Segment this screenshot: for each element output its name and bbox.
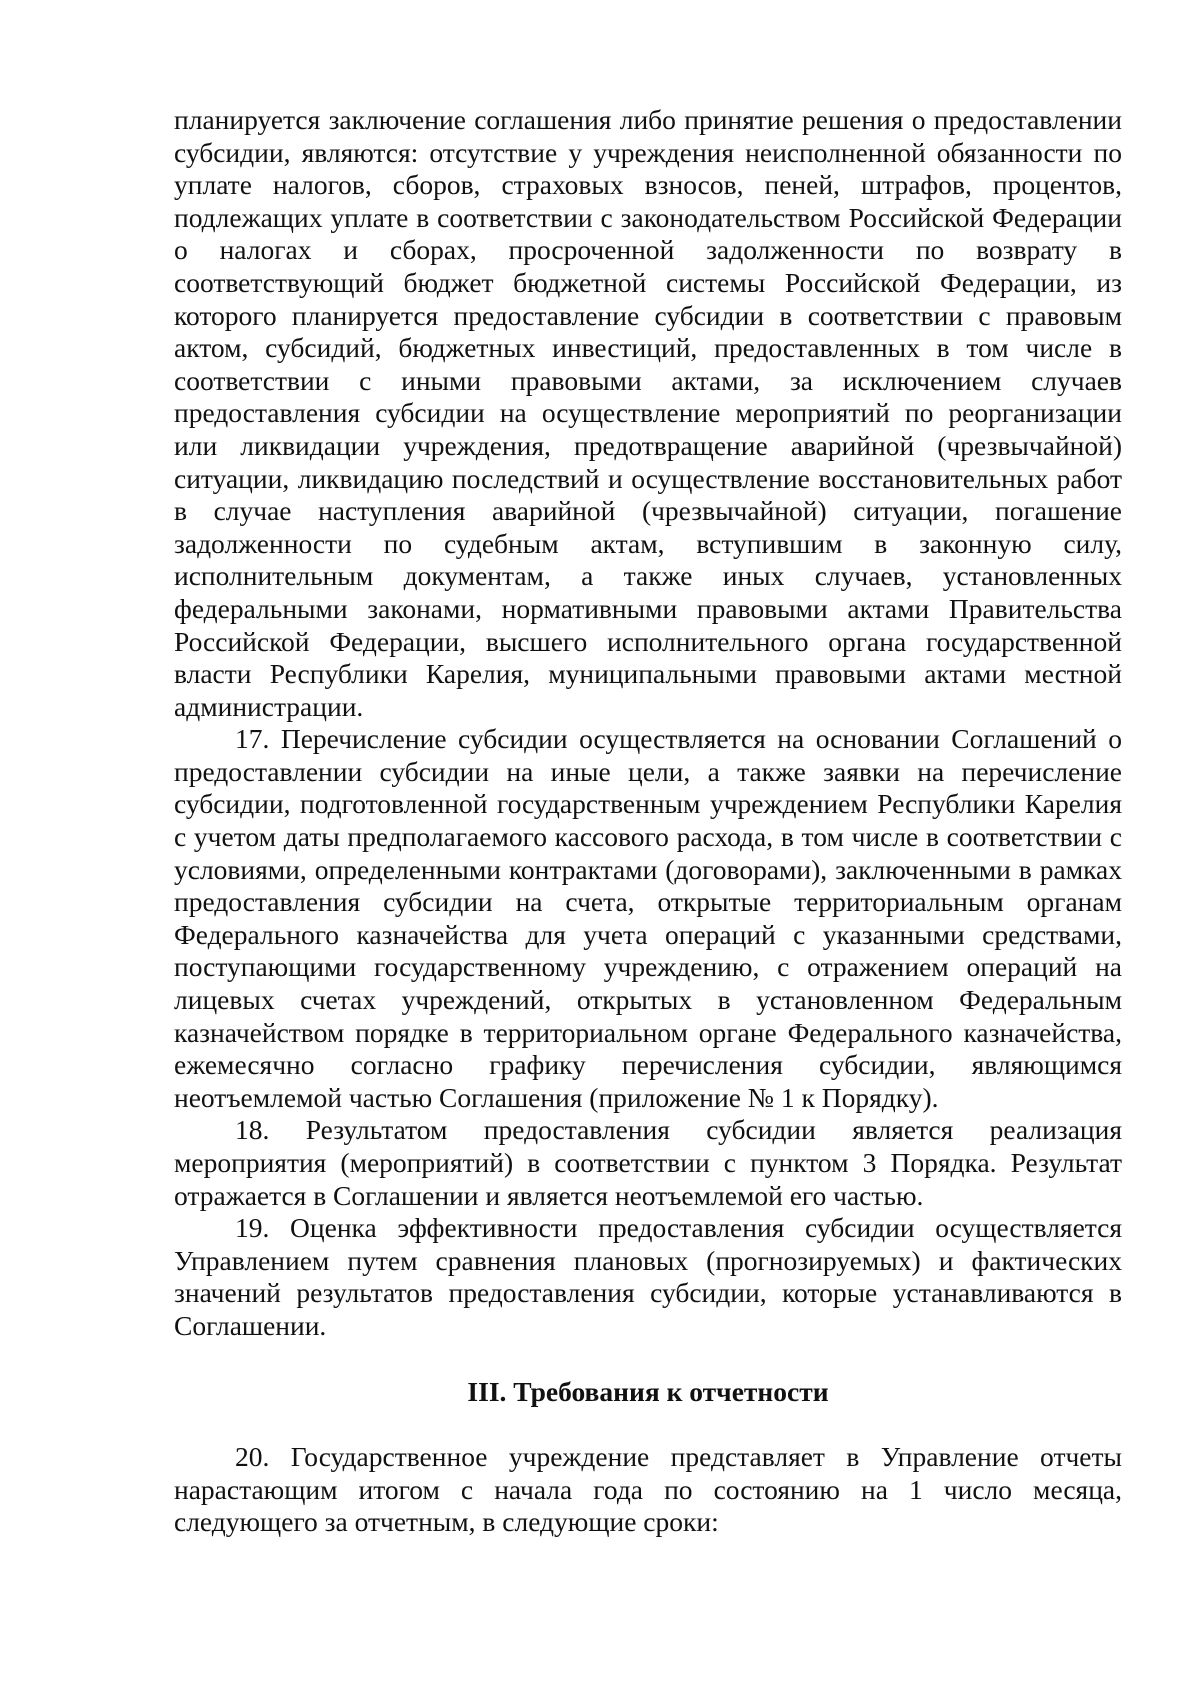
- paragraph-18: 18. Результатом предоставления субсидии является реализация мероприятия (мероприятий) в соответствии с пунктом 3 Порядка. Результат отражается в Соглашении и является неотъемлемой его частью.: [174, 1114, 1122, 1211]
- document-body: [174, 104, 1122, 1539]
- paragraph-19: 19. Оценка эффективности предоставления субсидии осуществляется Управлением путем сравнения плановых (прогнозируемых) и фактических значений результатов предоставления субсидии, которые устанавливаются в Соглашении.: [174, 1212, 1122, 1341]
- paragraph-17: 17. Перечисление субсидии осуществляется на основании Соглашений о предоставлении субсидии на иные цели, а также заявки на перечисление субсидии, подготовленной государственным учреждением Республики Карелия с учетом даты предполагаемого кассового расхода, в том числе в соответствии с условиями, определенными контрактами (договорами), заключенными в рамках предоставления субсидии на счета, открытые территориальным органам Федерального казначейства для учета операций с указанными средствами, поступающими государственному учреждению, с отражением операций на лицевых счетах учреждений, открытых в установленном Федеральным казначейством порядке в территориальном органе Федерального казначейства, ежемесячно согласно графику перечисления субсидии, являющимся неотъемлемой частью Соглашения (приложение № 1 к Порядку).: [174, 723, 1122, 1113]
- paragraph-20: 20. Государственное учреждение представляет в Управление отчеты нарастающим итогом с начала года по состоянию на 1 число месяца, следующего за отчетным, в следующие сроки:: [174, 1441, 1122, 1538]
- paragraph-16-continuation: планируется заключение соглашения либо принятие решения о предоставлении субсидии, являются: отсутствие у учреждения неисполненной обязанности по уплате налогов, сборов, страховых взносов, пеней, штрафов, процентов, подлежащих уплате в соответствии с законодательством Российской Федерации о налогах и сборах, просроченной задолженности по возврату в соответствующий бюджет бюджетной системы Российской Федерации, из которого планируется предоставление субсидии в соответствии с правовым актом, субсидий, бюджетных инвестиций, предоставленных в том числе в соответствии с иными правовыми актами, за исключением случаев предоставления субсидии на осуществление мероприятий по реорганизации или ликвидации учреждения, предотвращение аварийной (чрезвычайной) ситуации, ликвидацию последствий и осуществление восстановительных работ в случае наступления аварийной (чрезвычайной) ситуации, погашение задолженности по судебным актам, вступившим в законную силу, исполнительным документам, а также иных случаев, установленных федеральными законами, нормативными правовыми актами Правительства Российской Федерации, высшего исполнительного органа государственной власти Республики Карелия, муниципальными правовыми актами местной администрации.: [174, 104, 1122, 722]
- section-heading: III. Требования к отчетности: [467, 1375, 829, 1407]
